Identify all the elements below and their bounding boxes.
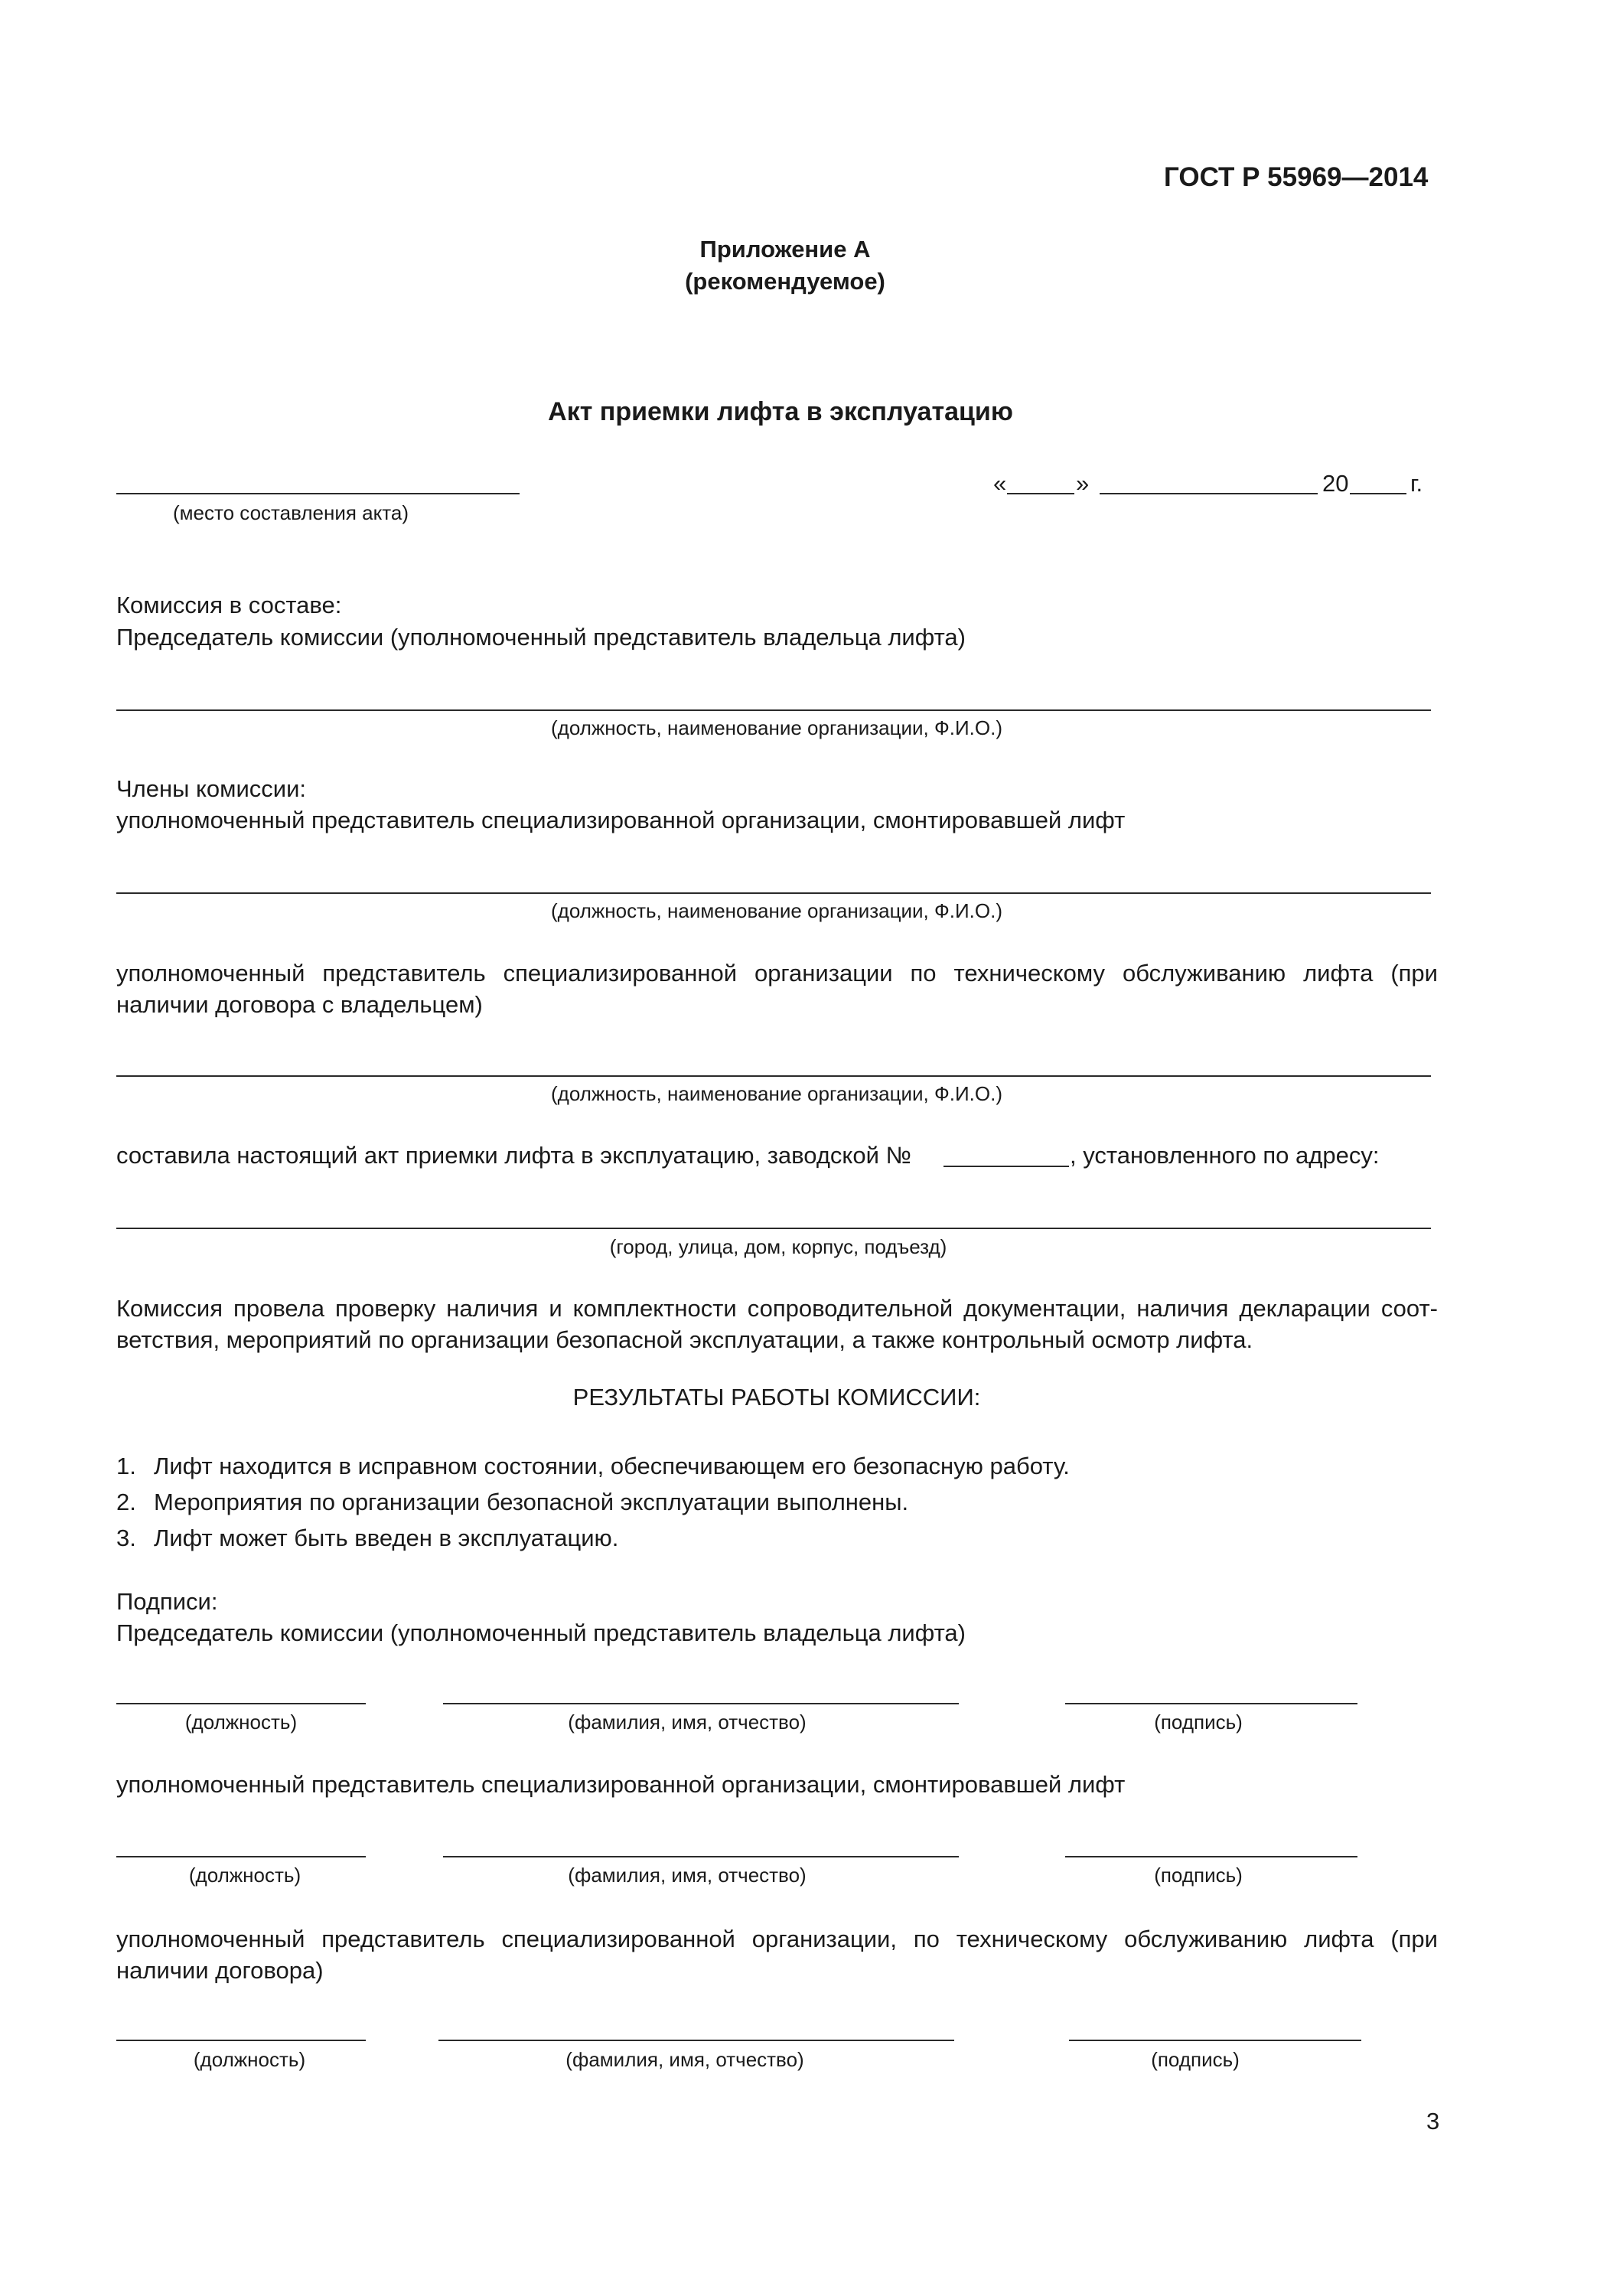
service-caption: (должность, наименование организации, Ф.И.О.) <box>551 1082 1002 1105</box>
chairman-name-line[interactable] <box>443 1703 959 1704</box>
chairman-position-line[interactable] <box>116 1703 366 1704</box>
result-text: Лифт может быть введен в эксплуатацию. <box>154 1525 619 1551</box>
document-title: Акт приемки лифта в эксплуатацию <box>548 397 1013 426</box>
standard-number: ГОСТ Р 55969—2014 <box>1164 162 1429 192</box>
signatures-heading: Подписи: <box>116 1588 218 1615</box>
chairman-field-line[interactable] <box>116 709 1431 711</box>
service-signature-line[interactable] <box>1069 2040 1361 2041</box>
result-number: 1. <box>116 1453 136 1479</box>
name-caption: (фамилия, имя, отчество) <box>565 2048 804 2071</box>
chairman-signature-line[interactable] <box>1065 1703 1357 1704</box>
place-field-line[interactable] <box>116 493 520 494</box>
member-installer: уполномоченный представитель специализированной организации, смонтировавшей лифт <box>116 807 1126 833</box>
signatures-service-line1: уполномоченный представитель специализированной организации, по техническому обслуживанию лифта (при <box>116 1926 1438 1952</box>
signature-caption: (подпись) <box>1154 1864 1243 1887</box>
statement-end: , установленного по адресу: <box>1070 1142 1380 1169</box>
check-text-line2: ветствия, мероприятий по организации безопасной эксплуатации, а также контрольный осмотр лифта. <box>116 1326 1253 1353</box>
appendix-title: Приложение А <box>699 236 871 263</box>
date-year-suffix: г. <box>1410 470 1423 497</box>
installer-field-line[interactable] <box>116 892 1431 894</box>
statement-start: составила настоящий акт приемки лифта в эксплуатацию, заводской № <box>116 1142 911 1169</box>
signature-caption: (подпись) <box>1154 1711 1243 1733</box>
date-day-line[interactable] <box>1007 493 1074 494</box>
commission-chairman: Председатель комиссии (уполномоченный представитель владельца лифта) <box>116 624 966 651</box>
position-caption: (должность) <box>193 2048 306 2071</box>
result-number: 2. <box>116 1489 136 1515</box>
installer-name-line[interactable] <box>443 1856 959 1857</box>
page-number: 3 <box>1426 2108 1440 2135</box>
appendix-type: (рекомендуемое) <box>685 268 885 295</box>
address-caption: (город, улица, дом, корпус, подъезд) <box>609 1235 947 1258</box>
position-caption: (должность) <box>184 1711 298 1733</box>
result-text: Лифт находится в исправном состоянии, обеспечивающем его безопасную работу. <box>154 1453 1070 1479</box>
chairman-caption: (должность, наименование организации, Ф.И.О.) <box>551 716 1002 739</box>
member-service-line1: уполномоченный представитель специализированной организации по техническому обслуживанию лифта (при <box>116 960 1438 987</box>
result-number: 3. <box>116 1525 136 1551</box>
member-service-line2: наличии договора с владельцем) <box>116 991 483 1018</box>
result-text: Мероприятия по организации безопасной эксплуатации выполнены. <box>154 1489 909 1515</box>
check-text-line1: Комиссия провела проверку наличия и комплектности сопроводительной документации, наличия декларации соот- <box>116 1295 1438 1322</box>
commission-intro: Комиссия в составе: <box>116 592 342 618</box>
date-open-quote: « <box>993 470 1007 497</box>
installer-position-line[interactable] <box>116 1856 366 1857</box>
name-caption: (фамилия, имя, отчество) <box>568 1711 807 1733</box>
results-heading: РЕЗУЛЬТАТЫ РАБОТЫ КОМИССИИ: <box>572 1384 981 1411</box>
signatures-chairman: Председатель комиссии (уполномоченный представитель владельца лифта) <box>116 1619 966 1646</box>
address-field-line[interactable] <box>116 1228 1431 1229</box>
service-field-line[interactable] <box>116 1075 1431 1077</box>
date-year-line[interactable] <box>1350 493 1406 494</box>
place-caption: (место составления акта) <box>173 501 409 524</box>
serial-number-line[interactable] <box>943 1166 1069 1167</box>
signatures-installer: уполномоченный представитель специализированной организации, смонтировавшей лифт <box>116 1771 1126 1798</box>
service-name-line[interactable] <box>438 2040 954 2041</box>
name-caption: (фамилия, имя, отчество) <box>568 1864 807 1887</box>
date-month-line[interactable] <box>1100 493 1318 494</box>
installer-caption: (должность, наименование организации, Ф.И.О.) <box>551 899 1002 922</box>
signatures-service-line2: наличии договора) <box>116 1957 324 1984</box>
signature-caption: (подпись) <box>1151 2048 1240 2071</box>
members-heading: Члены комиссии: <box>116 775 307 802</box>
date-year-prefix: 20 <box>1322 470 1349 497</box>
service-position-line[interactable] <box>116 2040 366 2041</box>
position-caption: (должность) <box>188 1864 301 1887</box>
date-close-quote: » <box>1076 470 1090 497</box>
installer-signature-line[interactable] <box>1065 1856 1357 1857</box>
